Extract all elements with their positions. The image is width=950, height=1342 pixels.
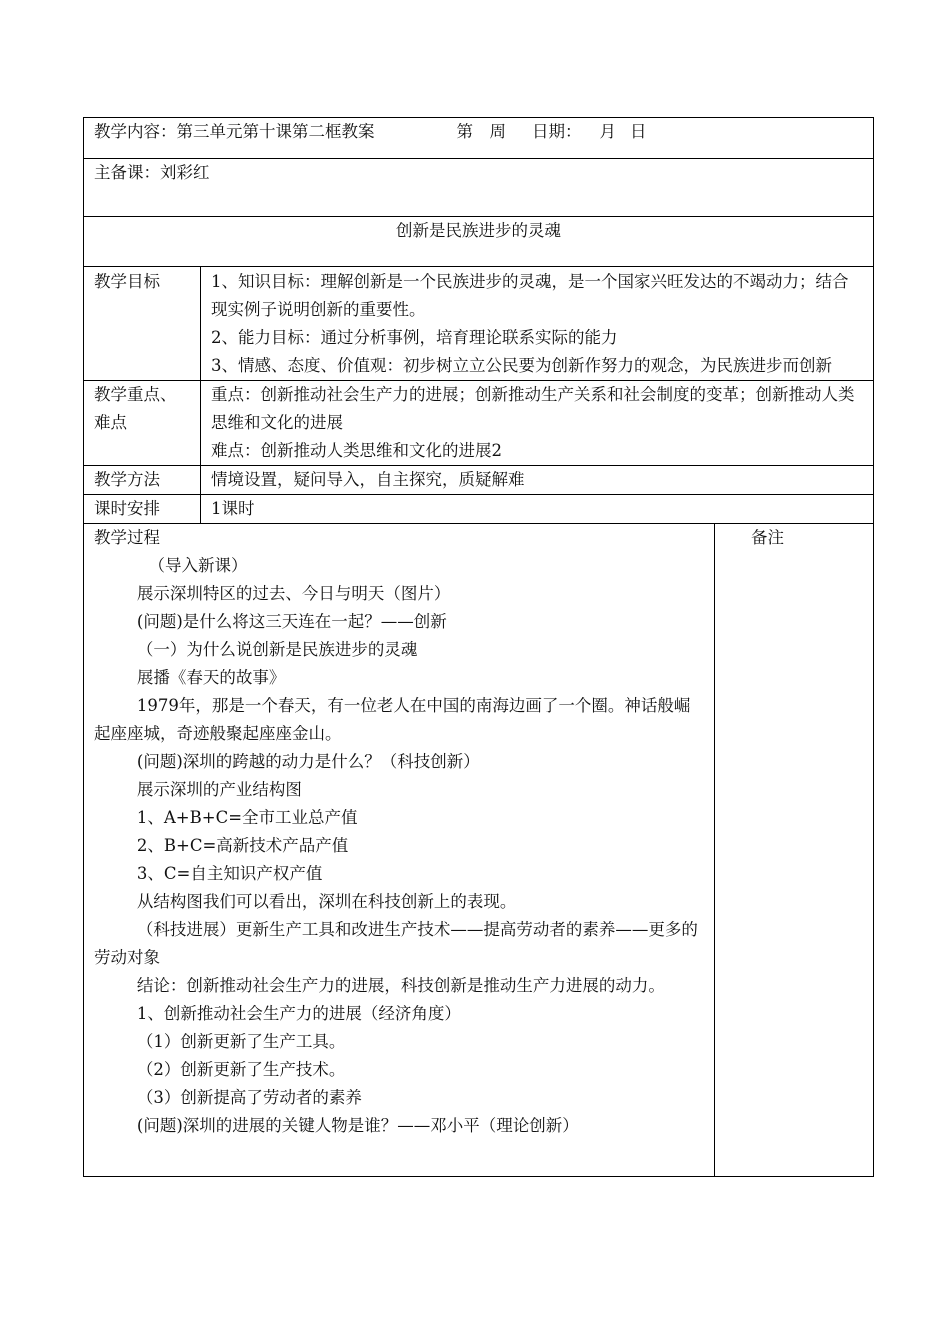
process-row (84, 524, 874, 1177)
month-label: 月 (599, 122, 616, 141)
header-row (84, 118, 874, 159)
process-line: 展播《春天的故事》 (136, 668, 286, 687)
process-line: 1、A+B+C=全市工业总产值 (136, 808, 358, 827)
methods-row (84, 466, 874, 495)
schedule-value: 1课时 (201, 495, 874, 524)
methods-value: 情境设置，疑问导入，自主探究，质疑解难 (201, 466, 874, 495)
process-line: （1）创新更新了生产工具。 (136, 1032, 346, 1051)
process-line: （3）创新提高了劳动者的素养 (136, 1088, 362, 1107)
header-cell (84, 118, 874, 159)
lesson-plan-table (83, 117, 874, 1177)
key-points-cell (201, 381, 874, 466)
key-points-row (84, 381, 874, 466)
lesson-title: 创新是民族进步的灵魂 (84, 217, 874, 267)
teaching-content-label: 教学内容：第三单元第十课第二框教案 (94, 122, 375, 141)
date-group (457, 122, 657, 141)
week-label: 第 周 (456, 122, 506, 141)
process-line: 1979年，那是一个春天，有一位老人在中国的南海边画了一个圈。神话般崛起座座城，奇迹般聚起座座金山。 (94, 696, 691, 743)
process-line: （2）创新更新了生产技术。 (136, 1060, 346, 1079)
process-line: （一）为什么说创新是民族进步的灵魂 (136, 640, 418, 659)
process-line: （导入新课） (148, 556, 248, 575)
process-line: 从结构图我们可以看出，深圳在科技创新上的表现。 (136, 892, 517, 911)
process-cell (84, 524, 715, 1177)
process-line: (问题)深圳的进展的关键人物是谁？——邓小平（理论创新） (136, 1116, 579, 1135)
objective-item: 3、情感、态度、价值观：初步树立立公民要为创新作努力的观念，为民族进步而创新 (211, 356, 832, 375)
process-line: 1、创新推动社会生产力的进展（经济角度） (136, 1004, 461, 1023)
title-row (84, 217, 874, 267)
process-line: 结论：创新推动社会生产力的进展，科技创新是推动生产力进展的动力。 (136, 976, 665, 995)
process-line: 展示深圳的产业结构图 (136, 780, 302, 799)
process-line: 2、B+C=高新技术产品产值 (136, 836, 349, 855)
remark-label: 备注 (751, 528, 784, 547)
process-line: 3、C=自主知识产权产值 (136, 864, 323, 883)
process-line: 展示深圳特区的过去、今日与明天（图片） (136, 584, 451, 603)
schedule-label: 课时安排 (84, 495, 201, 524)
key-points-label: 教学重点、难点 (84, 381, 201, 466)
objective-item: 1、知识目标：理解创新是一个民族进步的灵魂，是一个国家兴旺发达的不竭动力；结合现实例子说明创新的重要性。 (211, 272, 849, 319)
author-cell: 主备课：刘彩红 (84, 159, 874, 217)
schedule-row (84, 495, 874, 524)
objective-item: 2、能力目标：通过分析事例，培育理论联系实际的能力 (211, 328, 618, 347)
lesson-plan-page (83, 117, 873, 1177)
objectives-row (84, 267, 874, 381)
process-line: （科技进展）更新生产工具和改进生产技术——提高劳动者的素养——更多的劳动对象 (94, 920, 698, 967)
day-label: 日 (630, 122, 647, 141)
objectives-cell (201, 267, 874, 381)
focus-text: 重点：创新推动社会生产力的进展；创新推动生产关系和社会制度的变革；创新推动人类思维和文化的进展 (211, 385, 855, 432)
process-label: 教学过程 (94, 528, 160, 547)
difficulty-text: 难点：创新推动人类思维和文化的进展2 (211, 441, 502, 460)
process-line: (问题)是什么将这三天连在一起？——创新 (136, 612, 447, 631)
objectives-label: 教学目标 (84, 267, 201, 381)
process-line: (问题)深圳的跨越的动力是什么？（科技创新） (136, 752, 480, 771)
date-label: 日期： (532, 122, 582, 141)
author-row (84, 159, 874, 217)
methods-label: 教学方法 (84, 466, 201, 495)
remark-cell (715, 524, 874, 1177)
